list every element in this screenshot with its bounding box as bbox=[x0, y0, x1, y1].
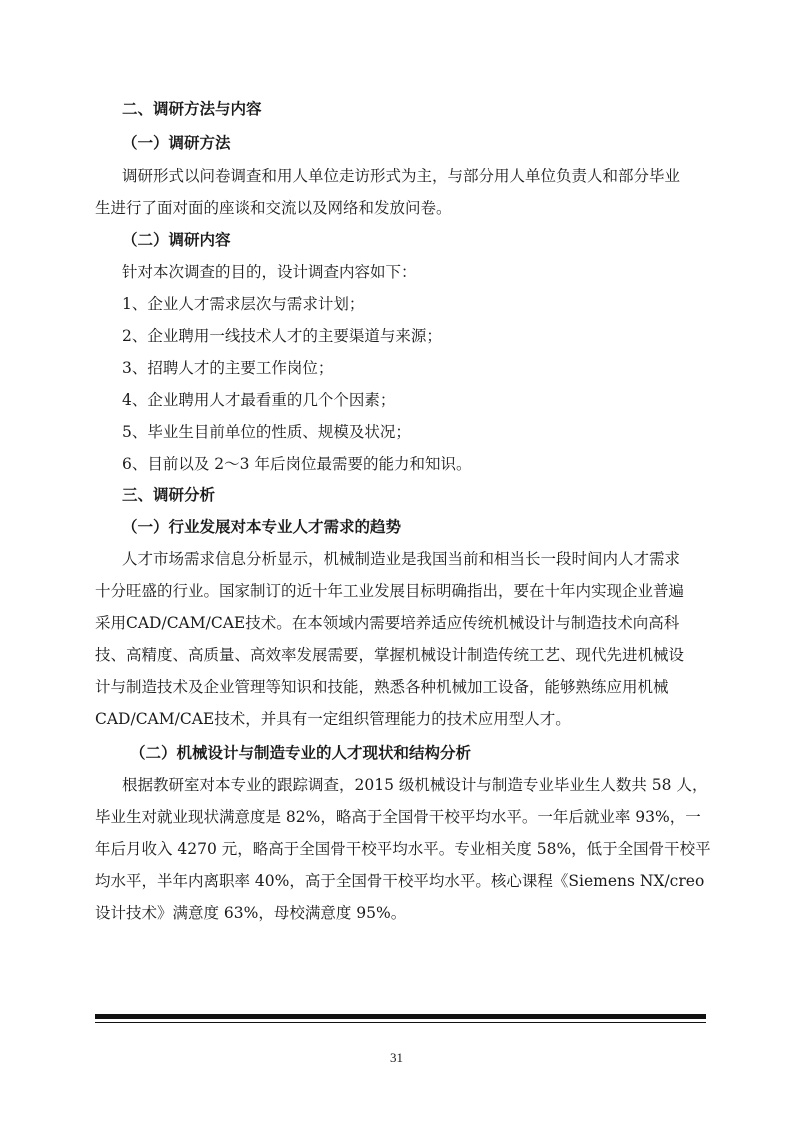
paragraph-line: CAD/CAM/CAE技术，并具有一定组织管理能力的技术应用型人才。 bbox=[95, 710, 571, 728]
subsection-2-1-heading: （一）调研方法 bbox=[122, 134, 231, 152]
paragraph-line: 年后月收入 4270 元，略高于全国骨干校平均水平。专业相关度 58%，低于全国骨干校平 bbox=[95, 840, 711, 858]
paragraph-line: 十分旺盛的行业。国家制订的近十年工业发展目标明确指出，要在十年内实现企业普遍 bbox=[95, 582, 685, 600]
list-item: 6、目前以及 2～3 年后岗位最需要的能力和知识。 bbox=[122, 455, 472, 473]
footer-rule-thin bbox=[95, 1022, 706, 1023]
list-item: 4、企业聘用人才最看重的几个个因素； bbox=[122, 391, 396, 409]
paragraph-line: 均水平，半年内离职率 40%，高于全国骨干校平均水平。核心课程《Siemens NX/creo bbox=[95, 872, 705, 890]
paragraph-line: 设计技术》满意度 63%，母校满意度 95%。 bbox=[95, 904, 407, 922]
paragraph-line: 采用CAD/CAM/CAE技术。在本领域内需要培养适应传统机械设计与制造技术向高科 bbox=[95, 614, 680, 632]
page-number: 31 bbox=[390, 1050, 403, 1065]
footer-rule-thick bbox=[95, 1014, 706, 1019]
paragraph-line: 技、高精度、高质量、高效率发展需要，掌握机械设计制造传统工艺、现代先进机械设 bbox=[95, 646, 685, 664]
paragraph-line: 人才市场需求信息分析显示，机械制造业是我国当前和相当长一段时间内人才需求 bbox=[122, 550, 681, 568]
list-item: 1、企业人才需求层次与需求计划； bbox=[122, 295, 365, 313]
subsection-2-2-heading: （二）调研内容 bbox=[122, 231, 231, 249]
paragraph-line: 调研形式以问卷调查和用人单位走访形式为主，与部分用人单位负责人和部分毕业 bbox=[122, 167, 681, 185]
list-item: 5、毕业生目前单位的性质、规模及状况； bbox=[122, 423, 411, 441]
section-2-heading: 二、调研方法与内容 bbox=[122, 100, 262, 118]
subsection-3-2-heading: （二）机械设计与制造专业的人才现状和结构分析 bbox=[130, 744, 472, 762]
paragraph-line: 毕业生对就业现状满意度是 82%，略高于全国骨干校平均水平。一年后就业率 93%，一 bbox=[95, 808, 701, 826]
paragraph-line: 计与制造技术及企业管理等知识和技能，熟悉各种机械加工设备，能够熟练应用机械 bbox=[95, 678, 669, 696]
list-item: 2、企业聘用一线技术人才的主要渠道与来源； bbox=[122, 327, 442, 345]
list-item: 3、招聘人才的主要工作岗位； bbox=[122, 359, 334, 377]
section-3-heading: 三、调研分析 bbox=[122, 486, 216, 504]
paragraph-line: 根据教研室对本专业的跟踪调查，2015 级机械设计与制造专业毕业生人数共 58 人， bbox=[122, 776, 708, 794]
paragraph-line: 针对本次调查的目的，设计调查内容如下： bbox=[122, 263, 417, 281]
subsection-3-1-heading: （一）行业发展对本专业人才需求的趋势 bbox=[122, 518, 402, 536]
paragraph-line: 生进行了面对面的座谈和交流以及网络和发放问卷。 bbox=[95, 199, 452, 217]
